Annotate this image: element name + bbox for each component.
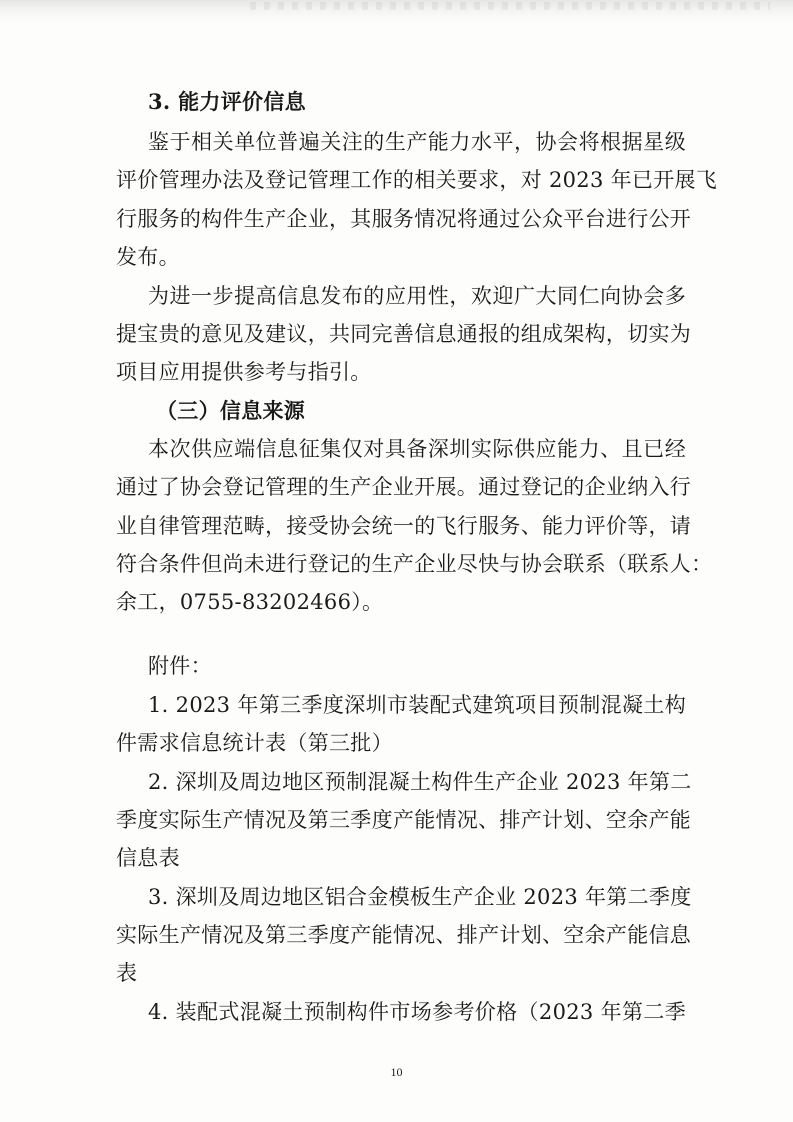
paragraph-line: 行服务的构件生产企业，其服务情况将通过公众平台进行公开 <box>116 207 692 231</box>
paragraph-line: 符合条件但尚未进行登记的生产企业尽快与协会联系（联系人： <box>116 552 713 576</box>
paragraph-line: 通过了协会登记管理的生产企业开展。通过登记的企业纳入行 <box>116 475 692 499</box>
paragraph-line: 本次供应端信息征集仅对具备深圳实际供应能力、且已经 <box>148 437 686 461</box>
page-number: 10 <box>390 1065 403 1079</box>
paragraph-line: 余工，0755-83202466）。 <box>116 590 384 614</box>
paragraph-line: 项目应用提供参考与指引。 <box>116 360 372 384</box>
section-heading-info-source: （三）信息来源 <box>156 398 306 423</box>
paragraph-line: 业自律管理范畴，接受协会统一的飞行服务、能力评价等，请 <box>116 514 692 538</box>
attachment-item: 表 <box>116 961 138 985</box>
paragraph-line: 发布。 <box>116 245 180 269</box>
attachment-item: 3. 深圳及周边地区铝合金模板生产企业 2023 年第二季度 <box>148 885 692 909</box>
attachment-item: 信息表 <box>116 846 180 870</box>
attachment-item: 实际生产情况及第三季度产能情况、排产计划、空余产能信息 <box>116 923 692 947</box>
paragraph-line: 为进一步提高信息发布的应用性，欢迎广大同仁向协会多 <box>148 284 686 308</box>
paragraph-line: 评价管理办法及登记管理工作的相关要求，对 2023 年已开展飞 <box>116 168 718 192</box>
attachment-item: 2. 深圳及周边地区预制混凝土构件生产企业 2023 年第二 <box>148 770 692 794</box>
attachment-item: 1. 2023 年第三季度深圳市装配式建筑项目预制混凝土构 <box>148 693 686 717</box>
attachment-item: 季度实际生产情况及第三季度产能情况、排产计划、空余产能 <box>116 808 692 832</box>
attachments-label: 附件： <box>148 654 212 678</box>
attachment-item: 件需求信息统计表（第三批） <box>116 731 393 755</box>
paragraph-line: 提宝贵的意见及建议，共同完善信息通报的组成架构，切实为 <box>116 322 692 346</box>
paragraph-line: 鉴于相关单位普遍关注的生产能力水平，协会将根据星级 <box>148 130 686 154</box>
attachment-item: 4. 装配式混凝土预制构件市场参考价格（2023 年第二季 <box>148 1000 686 1024</box>
section-heading-ability-evaluation: 3. 能力评价信息 <box>148 89 306 114</box>
scan-artifact <box>250 2 770 10</box>
